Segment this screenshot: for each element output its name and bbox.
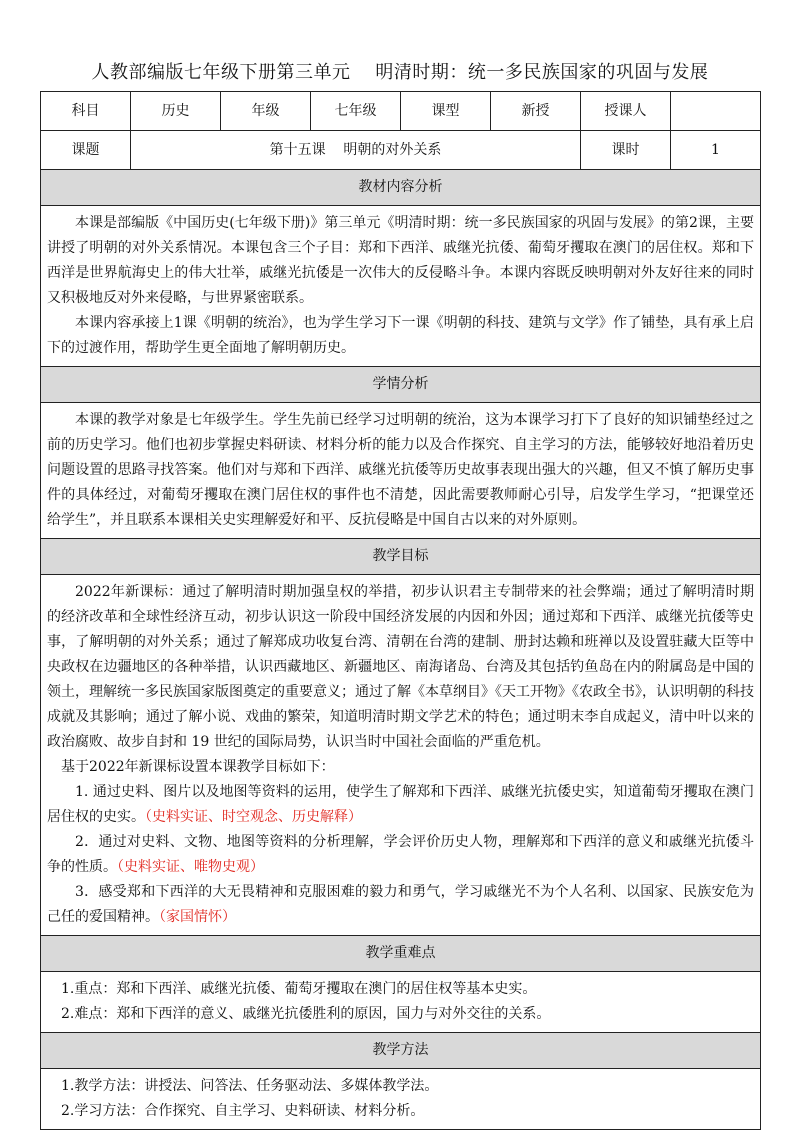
student-analysis-header-row	[41, 367, 761, 403]
teacher-value	[671, 92, 761, 131]
core-literacy-tag: （史料实证、唯物史观）	[117, 859, 264, 875]
objective-item-2	[47, 830, 754, 880]
info-row-2	[41, 131, 761, 170]
objective-text: 1. 通过史料、图片以及地图等资料的运用，使学生了解郑和下西洋、戚继光抗倭史实，知道葡萄牙攫取在澳门居住权的史实。	[47, 784, 754, 825]
objective-text: 3．感受郑和下西洋的大无畏精神和克服困难的毅力和勇气，学习戚继光不为个人名利、以国家、民族安危为己任的爱国精神。	[47, 884, 754, 925]
teacher-label: 授课人	[581, 92, 671, 131]
student-analysis-content	[41, 403, 761, 539]
material-analysis-heading: 教材内容分析	[41, 170, 761, 206]
keypoints-row	[41, 972, 761, 1033]
methods-content	[41, 1069, 761, 1130]
difficult-point-line: 2.难点：郑和下西洋的意义、戚继光抗倭胜利的原因，国力与对外交往的关系。	[61, 1006, 551, 1022]
methods-heading: 教学方法	[41, 1033, 761, 1069]
lesson-plan-table	[40, 91, 761, 1130]
teaching-method-line: 1.教学方法：讲授法、问答法、任务驱动法、多媒体教学法。	[61, 1078, 439, 1094]
topic-value: 第十五课 明朝的对外关系	[131, 131, 581, 170]
keypoints-header-row	[41, 936, 761, 972]
info-row-1	[41, 92, 761, 131]
student-paragraph: 本课的教学对象是七年级学生。学生先前已经学习过明朝的统治，这为本课学习打下了良好的知识铺垫经过之前的历史学习。他们也初步掌握史料研读、材料分析的能力以及合作探究、自主学习的方法，能够较好地沿着历史问题设置的思路寻找答案。他们对与郑和下西洋、戚继光抗倭等历史故事表现出强大的兴趣，但又不慎了解历史事件的具体经过，对葡萄牙攫取在澳门居住权的事件也不清楚，因此需要教师耐心引导，启发学生学习，“把课堂还给学生”，并且联系本课相关史实理解爱好和平、反抗侵略是中国自古以来的对外原则。	[47, 412, 754, 528]
subject-label: 科目	[41, 92, 131, 131]
material-analysis-header-row	[41, 170, 761, 206]
objectives-header-row	[41, 539, 761, 575]
objectives-row	[41, 575, 761, 936]
subject-value: 历史	[131, 92, 221, 131]
methods-header-row	[41, 1033, 761, 1069]
objectives-intro: 基于2022年新课标设置本课教学目标如下：	[61, 759, 335, 775]
objectives-heading: 教学目标	[41, 539, 761, 575]
document-title: 人教部编版七年级下册第三单元 明清时期：统一多民族国家的巩固与发展	[91, 62, 709, 83]
student-analysis-row	[41, 403, 761, 539]
keypoints-content	[41, 972, 761, 1033]
objective-item-1	[47, 780, 754, 830]
core-literacy-tag: （家国情怀）	[159, 909, 236, 925]
grade-label: 年级	[221, 92, 311, 131]
lesson-type-label: 课型	[401, 92, 491, 131]
topic-label: 课题	[41, 131, 131, 170]
grade-value: 七年级	[311, 92, 401, 131]
objectives-content	[41, 575, 761, 936]
material-analysis-content	[41, 206, 761, 367]
objective-item-3	[47, 880, 754, 930]
lesson-type-value: 新授	[491, 92, 581, 131]
student-analysis-heading: 学情分析	[41, 367, 761, 403]
material-analysis-row	[41, 206, 761, 367]
core-literacy-tag: （史料实证、时空观念、历史解释）	[145, 809, 362, 825]
methods-row	[41, 1069, 761, 1130]
keypoints-heading: 教学重难点	[41, 936, 761, 972]
curriculum-standard: 2022年新课标：通过了解明清时期加强皇权的举措，初步认识君主专制带来的社会弊端；通过了解明清时期的经济改革和全球性经济互动，初步认识这一阶段中国经济发展的内因和外因；通过郑和下西洋、戚继光抗倭等史事，了解明朝的对外关系；通过了解郑成功收复台湾、清朝在台湾的建制、册封达赖和班禅以及设置驻藏大臣等中央政权在边疆地区的各种举措，认识西藏地区、新疆地区、南海诸岛、台湾及其包括钓鱼岛在内的附属岛是中国的领土，理解统一多民族国家版图奠定的重要意义；通过了解《本草纲目》《天工开物》《农政全书》，认识明朝的科技成就及其影响；通过了解小说、戏曲的繁荣，知道明清时期文学艺术的特色；通过明末李自成起义，清中叶以来的政治腐败、故步自封和 19 世纪的国际局势，认识当时中国社会面临的严重危机。	[47, 584, 754, 750]
learning-method-line: 2.学习方法：合作探究、自主学习、史料研读、材料分析。	[61, 1103, 425, 1119]
material-paragraph: 本课内容承接上1课《明朝的统治》，也为学生学习下一课《明朝的科技、建筑与文学》作了铺垫，具有承上启下的过渡作用，帮助学生更全面地了解明朝历史。	[47, 315, 754, 356]
hours-value: 1	[671, 131, 761, 170]
objective-text: 2．通过对史料、文物、地图等资料的分析理解，学会评价历史人物，理解郑和下西洋的意义和戚继光抗倭斗争的性质。	[47, 834, 754, 875]
hours-label: 课时	[581, 131, 671, 170]
material-paragraph: 本课是部编版《中国历史(七年级下册)》第三单元《明清时期：统一多民族国家的巩固与发展》的第2课，主要讲授了明朝的对外关系情况。本课包含三个子目：郑和下西洋、戚继光抗倭、葡萄牙攫取在澳门的居住权。郑和下西洋是世界航海史上的伟大壮举，戚继光抗倭是一次伟大的反侵略斗争。本课内容既反映明朝对外友好往来的同时又积极地反对外来侵略，与世界紧密联系。	[47, 215, 754, 306]
key-point-line: 1.重点：郑和下西洋、戚继光抗倭、葡萄牙攫取在澳门的居住权等基本史实。	[61, 981, 537, 997]
